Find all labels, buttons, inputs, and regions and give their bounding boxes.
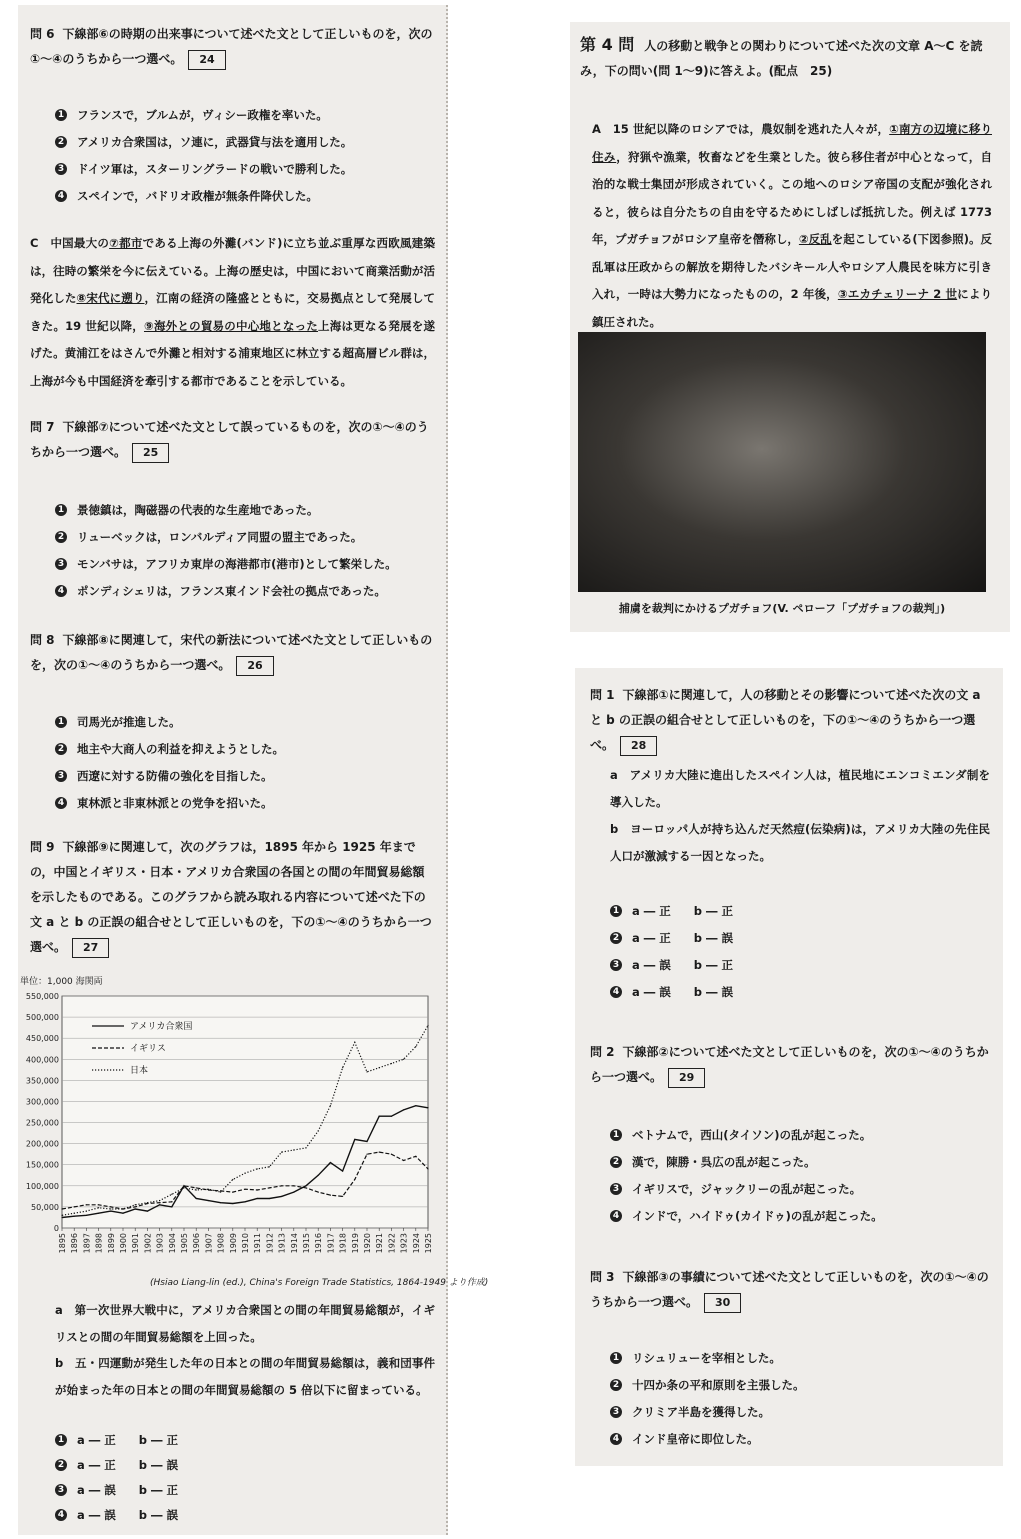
y-tick-label: 500,000 (25, 1013, 59, 1023)
data-point (110, 1206, 111, 1207)
q9-option-1[interactable]: 1 a ― 正 b ― 正 (55, 1428, 435, 1453)
data-point (135, 1206, 136, 1207)
q7-text: 下線部⑦について述べた文として誤っているものを，次の①〜④のうちから一つ選べ。 (30, 420, 429, 459)
x-tick-label: 1920 (363, 1233, 372, 1254)
x-tick-label: 1915 (302, 1233, 311, 1254)
pugachev-trial-painting (578, 332, 986, 592)
data-point (330, 1105, 331, 1106)
q3-option-1[interactable]: 1 リシュリューを宰相とした。 (610, 1345, 990, 1372)
y-tick-label: 400,000 (25, 1055, 59, 1065)
circled-four-icon: 4 (55, 585, 67, 597)
q6-text: 下線部⑥の時期の出来事について述べた文として正しいものを，次の①〜④のうちから一つ選べ。 (30, 27, 433, 66)
data-point (379, 1116, 380, 1117)
q1-option-3[interactable]: 3 a ― 誤 b ― 正 (610, 952, 990, 979)
data-point (171, 1206, 172, 1207)
x-tick-label: 1916 (314, 1233, 324, 1254)
underline-2: ②反乱 (798, 232, 832, 246)
q8-option-4[interactable]: 4 東林派と非東林派との党争を招いた。 (55, 790, 435, 817)
q6-answer-box[interactable]: 24 (188, 50, 225, 70)
y-tick-label: 250,000 (25, 1118, 59, 1128)
x-tick-label: 1921 (375, 1233, 385, 1254)
data-point (171, 1194, 172, 1195)
data-point (135, 1204, 136, 1205)
circled-one-icon: 1 (55, 504, 67, 516)
data-point (293, 1192, 294, 1193)
q8-number: 問 8 (30, 633, 55, 647)
data-point (257, 1189, 258, 1190)
data-point (415, 1046, 416, 1047)
x-tick-label: 1906 (192, 1233, 202, 1254)
chart-source: (Hsiao Liang-lin (ed.), China's Foreign Trade Statistics, 1864-1949 より作成) (150, 1278, 489, 1288)
data-point (244, 1173, 245, 1174)
data-point (196, 1198, 197, 1199)
data-point (122, 1213, 123, 1214)
data-point (415, 1105, 416, 1106)
q7-number: 問 7 (30, 420, 55, 434)
data-point (98, 1213, 99, 1214)
data-point (305, 1147, 306, 1148)
data-point (147, 1211, 148, 1212)
q3-number: 問 3 (590, 1270, 615, 1284)
x-tick-label: 1908 (216, 1233, 226, 1254)
data-point (74, 1216, 75, 1217)
x-tick-label: 1900 (119, 1233, 128, 1254)
q1-answer-box[interactable]: 28 (620, 736, 657, 756)
q6-option-1[interactable]: 1 フランスで，ブルムが，ヴィシー政権を率いた。 (55, 102, 435, 129)
q7-option-2[interactable]: 2 リューベックは，ロンバルディア同盟の盟主であった。 (55, 524, 435, 551)
x-tick-label: 1917 (326, 1233, 336, 1254)
data-point (281, 1196, 282, 1197)
q2-option-3[interactable]: 3 イギリスで，ジャックリーの乱が起こった。 (610, 1176, 990, 1203)
data-point (110, 1211, 111, 1212)
q1-option-1[interactable]: 1 a ― 正 b ― 正 (610, 898, 990, 925)
data-point (244, 1189, 245, 1190)
q9-options (55, 1428, 435, 1528)
passage-c-label: C (30, 236, 39, 250)
circled-three-icon: 3 (55, 1484, 67, 1496)
data-point (244, 1201, 245, 1202)
y-tick-label: 300,000 (25, 1097, 59, 1107)
q3-option-4[interactable]: 4 インド皇帝に即位した。 (610, 1426, 990, 1453)
data-point (183, 1187, 184, 1188)
q6-option-4[interactable]: 4 スペインで，バドリオ政権が無条件降伏した。 (55, 183, 435, 210)
data-point (220, 1192, 221, 1193)
x-tick-label: 1907 (204, 1233, 214, 1254)
q8-option-1[interactable]: 1 司馬光が推進した。 (55, 709, 435, 736)
q6-option-3[interactable]: 3 ドイツ軍は，スターリングラードの戦いで勝利した。 (55, 156, 435, 183)
section-4-instructions: 人の移動と戦争との関わりについて述べた次の文章 A〜C を読み，下の問い(問 1〜9)に答えよ。(配点 25) (580, 39, 983, 78)
x-tick-label: 1919 (350, 1233, 360, 1254)
circled-four-icon: 4 (55, 190, 67, 202)
data-point (74, 1213, 75, 1214)
data-point (379, 1151, 380, 1152)
data-point (342, 1067, 343, 1068)
circled-two-icon: 2 (55, 743, 67, 755)
q9-number: 問 9 (30, 840, 55, 854)
passage-a-label: A (592, 122, 601, 136)
data-point (281, 1151, 282, 1152)
legend-label: イギリス (130, 1044, 166, 1054)
q6-option-2[interactable]: 2 アメリカ合衆国は，ソ連に，武器貸与法を適用した。 (55, 129, 435, 156)
circled-one-icon: 1 (610, 905, 622, 917)
q7-option-1[interactable]: 1 景徳鎮は，陶磁器の代表的な生産地であった。 (55, 497, 435, 524)
q2-options (610, 1122, 990, 1230)
x-tick-label: 1903 (155, 1233, 165, 1254)
passage-c: C 中国最大の⑦都市である上海の外灘(バンド)に立ち並ぶ重厚な西欧風建築は，往時の繁栄を今に伝えている。上海の歴史は，中国において商業活動が活発化した⑧宋代に遡り，江南の経済の隆盛とともに，交易拠点として発展してきた。19 世紀以降，⑨海外との貿易の中心地となった上海は更なる発展を遂げた。黄浦江をはさんで外灘と相対する浦東地区に林立する超高層ビル群は，上海が今も中国経済を牽引する都市であることを示している。 (30, 236, 436, 388)
circled-three-icon: 3 (610, 1406, 622, 1418)
data-point (354, 1139, 355, 1140)
section-4-number: 第 4 問 (580, 35, 635, 54)
q1-stem (590, 683, 990, 758)
circled-four-icon: 4 (610, 1210, 622, 1222)
q2-answer-box[interactable]: 29 (668, 1068, 705, 1088)
data-point (159, 1202, 160, 1203)
y-tick-label: 200,000 (25, 1139, 59, 1149)
q9-text: 下線部⑨に関連して，次のグラフは，1895 年から 1925 年までの，中国とイギリス・日本・アメリカ合衆国の各国との間の年間貿易総額を示したものである。このグラフから読み取れる内容について述べた下の文 a と b の正誤の組合せとして正しいものを，下の①〜④のうちから一つ選べ。 (30, 840, 432, 954)
q8-text: 下線部⑧に関連して，宋代の新法について述べた文として正しいものを，次の①〜④のうちから一つ選べ。 (30, 633, 433, 672)
data-point (196, 1189, 197, 1190)
underline-9: ⑨海外との貿易の中心地となった (143, 318, 319, 333)
y-tick-label: 0 (53, 1224, 59, 1233)
underline-8: ⑧宋代に遡り (76, 291, 145, 305)
circled-four-icon: 4 (55, 797, 67, 809)
q2-text: 下線部②について述べた文として正しいものを，次の①〜④のうちから一つ選べ。 (590, 1045, 989, 1084)
data-point (403, 1059, 404, 1060)
q7-option-4[interactable]: 4 ポンディシェリは，フランス東インド会社の拠点であった。 (55, 578, 435, 605)
data-point (110, 1208, 111, 1209)
data-point (135, 1208, 136, 1209)
circled-two-icon: 2 (610, 1156, 622, 1168)
data-point (281, 1185, 282, 1186)
chart-unit-label: 単位：1,000 海関両 (20, 977, 103, 987)
q9-option-3[interactable]: 3 a ― 誤 b ― 正 (55, 1478, 435, 1503)
q2-number: 問 2 (590, 1045, 615, 1059)
data-point (159, 1204, 160, 1205)
data-point (74, 1206, 75, 1207)
data-point (391, 1116, 392, 1117)
data-point (269, 1187, 270, 1188)
data-point (257, 1198, 258, 1199)
q6-stem (30, 22, 435, 72)
data-point (86, 1211, 87, 1212)
data-point (159, 1200, 160, 1201)
data-point (379, 1067, 380, 1068)
circled-three-icon: 3 (55, 770, 67, 782)
data-point (147, 1202, 148, 1203)
data-point (61, 1217, 62, 1218)
data-point (208, 1200, 209, 1201)
y-tick-label: 50,000 (31, 1202, 59, 1212)
underline-1: ①南方の辺境に移り住み (592, 122, 992, 164)
legend-label: 日本 (130, 1066, 149, 1076)
data-point (366, 1154, 367, 1155)
circled-one-icon: 1 (55, 716, 67, 728)
data-point (61, 1208, 62, 1209)
circled-three-icon: 3 (55, 558, 67, 570)
q6-options (55, 102, 435, 210)
data-point (208, 1189, 209, 1190)
data-point (318, 1130, 319, 1131)
q9-option-4[interactable]: 4 a ― 誤 b ― 誤 (55, 1503, 435, 1528)
circled-one-icon: 1 (610, 1352, 622, 1364)
q1-option-4[interactable]: 4 a ― 誤 b ― 誤 (610, 979, 990, 1006)
q9-stem (30, 835, 435, 960)
circled-two-icon: 2 (55, 1459, 67, 1471)
data-point (366, 1071, 367, 1072)
x-tick-label: 1918 (338, 1233, 348, 1254)
x-tick-label: 1902 (143, 1233, 153, 1254)
data-point (427, 1025, 428, 1026)
data-point (305, 1187, 306, 1188)
q8-options (55, 709, 435, 817)
x-tick-label: 1925 (424, 1233, 433, 1254)
circled-three-icon: 3 (610, 1183, 622, 1195)
data-point (61, 1215, 62, 1216)
data-point (86, 1204, 87, 1205)
circled-four-icon: 4 (610, 1433, 622, 1445)
x-tick-label: 1922 (387, 1233, 397, 1254)
q3-option-2[interactable]: 2 十四か条の平和原則を主張した。 (610, 1372, 990, 1399)
x-tick-label: 1923 (399, 1233, 409, 1254)
q7-options (55, 497, 435, 605)
q8-option-3[interactable]: 3 西遼に対する防備の強化を目指した。 (55, 763, 435, 790)
data-point (86, 1215, 87, 1216)
passage-a: A 15 世紀以降のロシアでは，農奴制を逃れた人々が，①南方の辺境に移り住み，狩猟や漁業，牧畜などを生業とした。彼ら移住者が中心となって，自治的な戦士集団が形成されていく。この地へのロシア帝国の支配が強化されると，彼らは自分たちの自由を守るためにしばしば抵抗した。例えば 1773 年，プガチョフがロシア皇帝を僭称し，②反乱を起こしている(下図参照)。反乱軍は圧政からの解放を期待したバシキール人やロシア人農民を味方に引き入れ，一時は大勢力になったものの，2 年後，③エカチェリーナ 2 世により鎮圧された。 (592, 122, 993, 329)
q2-stem (590, 1040, 990, 1090)
q3-text: 下線部③の事績について述べた文として正しいものを，次の①〜④のうちから一つ選べ。 (590, 1270, 989, 1309)
circled-two-icon: 2 (55, 136, 67, 148)
data-point (232, 1179, 233, 1180)
data-point (342, 1196, 343, 1197)
q8-answer-box[interactable]: 26 (236, 656, 273, 676)
x-tick-label: 1896 (70, 1233, 80, 1254)
circled-two-icon: 2 (610, 932, 622, 944)
q1-text: 下線部①に関連して，人の移動とその影響について述べた次の文 a と b の正誤の組合せとして正しいものを，下の①〜④のうちから一つ選べ。 (590, 688, 981, 752)
x-tick-label: 1909 (228, 1233, 238, 1254)
data-point (98, 1207, 99, 1208)
underline-3: ③エカチェリーナ 2 世 (837, 287, 958, 301)
x-tick-label: 1911 (253, 1233, 263, 1254)
y-tick-label: 450,000 (25, 1034, 59, 1044)
data-point (220, 1202, 221, 1203)
plot-area (62, 996, 428, 1228)
x-tick-label: 1913 (277, 1233, 287, 1254)
q1-options (610, 898, 990, 1006)
q7-stem (30, 415, 435, 465)
data-point (98, 1204, 99, 1205)
data-point (403, 1160, 404, 1161)
q2-option-2[interactable]: 2 漢で，陳勝・呉広の乱が起こった。 (610, 1149, 990, 1176)
x-tick-label: 1905 (180, 1233, 189, 1254)
data-point (318, 1175, 319, 1176)
data-point (171, 1201, 172, 1202)
y-tick-label: 100,000 (25, 1181, 59, 1191)
x-tick-label: 1924 (411, 1233, 421, 1254)
data-point (183, 1185, 184, 1186)
legend-label: アメリカ合衆国 (130, 1022, 193, 1032)
circled-four-icon: 4 (610, 986, 622, 998)
data-point (232, 1203, 233, 1204)
q9-option-2[interactable]: 2 a ― 正 b ― 誤 (55, 1453, 435, 1478)
q9-statement-b: b 五・四運動が発生した年の日本との間の年間貿易総額は，義和団事件が始まった年の日本との間の年間貿易総額の 5 倍以下に留まっている。 (55, 1356, 436, 1397)
q2-option-1[interactable]: 1 ベトナムで，西山(タイソン)の乱が起こった。 (610, 1122, 990, 1149)
y-tick-label: 150,000 (25, 1160, 59, 1170)
circled-one-icon: 1 (610, 1129, 622, 1141)
x-tick-label: 1901 (131, 1233, 141, 1254)
data-point (427, 1107, 428, 1108)
y-tick-label: 350,000 (25, 1076, 59, 1086)
data-point (391, 1063, 392, 1064)
q9-statement-a: a 第一次世界大戦中に，アメリカ合衆国との間の年間貿易総額が，イギリスとの間の年間貿易総額を上回った。 (55, 1303, 436, 1344)
x-tick-label: 1910 (241, 1233, 250, 1254)
q1-number: 問 1 (590, 688, 615, 702)
x-tick-label: 1904 (167, 1233, 177, 1254)
q1-option-2[interactable]: 2 a ― 正 b ― 誤 (610, 925, 990, 952)
painting-caption: 捕虜を裁判にかけるプガチョフ(V. ペローフ「プガチョフの裁判」) (618, 602, 946, 615)
x-tick-label: 1895 (58, 1233, 67, 1254)
data-point (330, 1194, 331, 1195)
q1-statement-a: a アメリカ大陸に進出したスペイン人は，植民地にエンコミエンダ制を導入した。 (610, 768, 990, 809)
q1-statement-b: b ヨーロッパ人が持ち込んだ天然痘(伝染病)は，アメリカ大陸の先住民人口が激減する一因となった。 (610, 822, 990, 863)
q2-option-4[interactable]: 4 インドで，ハイドゥ(カイドゥ)の乱が起こった。 (610, 1203, 990, 1230)
y-tick-label: 550,000 (25, 992, 59, 1001)
trade-chart (16, 988, 436, 1270)
q8-option-2[interactable]: 2 地主や大商人の利益を抑えようとした。 (55, 736, 435, 763)
section-4-title (580, 32, 995, 84)
data-point (354, 1042, 355, 1043)
circled-two-icon: 2 (610, 1379, 622, 1391)
circled-three-icon: 3 (55, 163, 67, 175)
data-point (269, 1198, 270, 1199)
q7-option-3[interactable]: 3 モンバサは，アフリカ東岸の海港都市(港市)として繁栄した。 (55, 551, 435, 578)
x-tick-label: 1899 (106, 1233, 116, 1254)
data-point (257, 1168, 258, 1169)
x-tick-label: 1914 (289, 1233, 299, 1254)
x-tick-label: 1898 (94, 1233, 104, 1254)
data-point (318, 1192, 319, 1193)
data-point (342, 1170, 343, 1171)
x-tick-label: 1897 (82, 1233, 92, 1254)
data-point (122, 1208, 123, 1209)
data-point (293, 1149, 294, 1150)
q3-options (610, 1345, 990, 1453)
data-point (232, 1192, 233, 1193)
q3-stem (590, 1265, 990, 1315)
underline-7: ⑦都市 (109, 236, 143, 250)
data-point (415, 1156, 416, 1157)
data-point (305, 1185, 306, 1186)
circled-one-icon: 1 (55, 109, 67, 121)
q6-number: 問 6 (30, 27, 55, 41)
data-point (330, 1162, 331, 1163)
data-point (403, 1109, 404, 1110)
q9-answer-box[interactable]: 27 (72, 938, 109, 958)
x-tick-label: 1912 (265, 1233, 275, 1254)
data-point (196, 1187, 197, 1188)
q3-answer-box[interactable]: 30 (704, 1293, 741, 1313)
q8-stem (30, 628, 435, 678)
circled-four-icon: 4 (55, 1509, 67, 1521)
q7-answer-box[interactable]: 25 (132, 443, 169, 463)
data-point (366, 1141, 367, 1142)
circled-one-icon: 1 (55, 1434, 67, 1446)
circled-three-icon: 3 (610, 959, 622, 971)
data-point (293, 1185, 294, 1186)
data-point (354, 1179, 355, 1180)
data-point (391, 1154, 392, 1155)
circled-two-icon: 2 (55, 531, 67, 543)
data-point (427, 1168, 428, 1169)
data-point (269, 1166, 270, 1167)
q3-option-3[interactable]: 3 クリミア半島を獲得した。 (610, 1399, 990, 1426)
